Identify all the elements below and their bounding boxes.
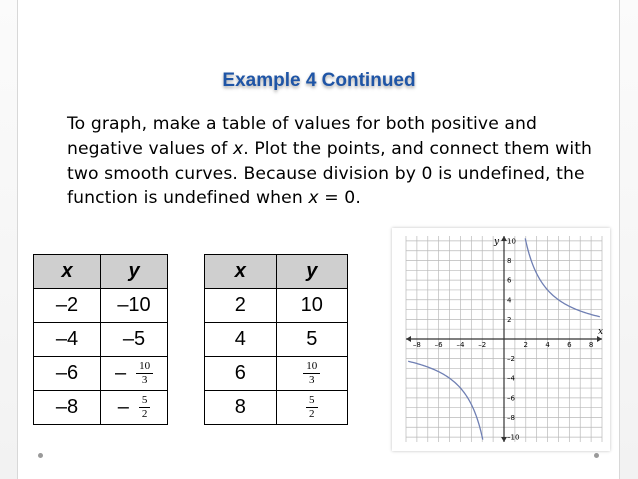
x-tick-label: 6: [567, 341, 572, 349]
table-header-row: [34, 255, 168, 289]
body-var-x1: x: [232, 138, 244, 159]
body-paragraph: [67, 112, 607, 211]
x-tick-label: 8: [588, 341, 594, 349]
table-header-x: x: [205, 255, 277, 289]
table-row: [205, 357, 348, 391]
cell-x: –6: [34, 357, 101, 391]
cell-y: –10: [101, 289, 168, 323]
cell-x: 8: [205, 391, 277, 425]
table-row: [205, 289, 348, 323]
y-tick-label: –8: [507, 413, 515, 422]
table-header-row: [205, 255, 348, 289]
table-row: [205, 391, 348, 425]
x-tick-label: –8: [412, 341, 421, 349]
cell-x: –4: [34, 323, 101, 357]
fraction: [139, 394, 151, 421]
fraction-denominator: 3: [309, 374, 315, 386]
cell-y: –5: [101, 323, 168, 357]
table-row: [34, 391, 168, 425]
fraction: [303, 360, 320, 387]
fraction-numerator: 10: [303, 360, 320, 374]
table-row: [34, 323, 168, 357]
slide-corner-dot-right: [594, 453, 599, 458]
x-axis-arrow-left: [406, 336, 411, 342]
y-tick-label: 8: [507, 257, 512, 266]
cell-x: –8: [34, 391, 101, 425]
graph-panel: [392, 228, 610, 451]
y-tick-label: 2: [507, 315, 512, 324]
body-text-part1: To graph, make a table of values for both positive and negative values of: [67, 114, 538, 159]
fraction-denominator: 2: [309, 408, 315, 420]
slide-title: Example 4 Continued: [222, 70, 416, 91]
fraction-numerator: 5: [139, 394, 151, 408]
y-tick-label: –6: [507, 394, 515, 403]
body-var-x2: x: [308, 188, 319, 209]
cell-x: 6: [205, 357, 277, 391]
x-tick-label: –2: [478, 341, 487, 349]
cell-x: 4: [205, 323, 277, 357]
y-tick-label: 6: [507, 276, 512, 285]
cell-y: [276, 357, 348, 391]
y-tick-label: –2: [507, 355, 515, 364]
y-axis-label: y: [494, 237, 500, 247]
x-axis-label: x: [598, 327, 604, 337]
y-tick-label: 10: [507, 237, 516, 246]
cell-x: –2: [34, 289, 101, 323]
table-header-y: y: [276, 255, 348, 289]
table-header-x: x: [34, 255, 101, 289]
fraction-numerator: 5: [306, 394, 318, 408]
minus-sign: –: [117, 396, 129, 418]
body-text-part3: = 0.: [318, 188, 361, 209]
table-row: [34, 357, 168, 391]
y-tick-label: –10: [507, 433, 520, 442]
x-tick-label: 4: [545, 341, 550, 349]
cell-y: 10: [276, 289, 348, 323]
body-text-part2: . Plot the points, and connect them with two smooth curves. Because division by 0 is undefined, the function is undefined when: [67, 138, 593, 209]
values-table-positive: [204, 254, 348, 425]
fraction-denominator: 2: [141, 408, 148, 420]
slide-corner-dot-left: [38, 453, 43, 458]
fraction: [136, 360, 153, 387]
x-tick-label: 2: [523, 341, 529, 349]
fraction-numerator: 10: [136, 360, 153, 374]
table-row: [205, 323, 348, 357]
cell-y: [276, 391, 348, 425]
table-header-y: y: [101, 255, 168, 289]
minus-sign: –: [114, 362, 127, 384]
fraction: [306, 394, 318, 421]
fraction-denominator: 3: [141, 374, 148, 386]
x-tick-label: –4: [456, 341, 465, 349]
cell-y: 5: [276, 323, 348, 357]
cell-y: [101, 391, 168, 425]
values-table-negative: [33, 254, 168, 425]
reciprocal-function-graph: [392, 228, 610, 451]
x-tick-label: –6: [434, 341, 443, 349]
y-tick-label: 4: [507, 296, 512, 305]
cell-y: [101, 357, 168, 391]
table-row: [34, 289, 168, 323]
y-tick-label: –4: [507, 374, 515, 383]
cell-x: 2: [205, 289, 277, 323]
